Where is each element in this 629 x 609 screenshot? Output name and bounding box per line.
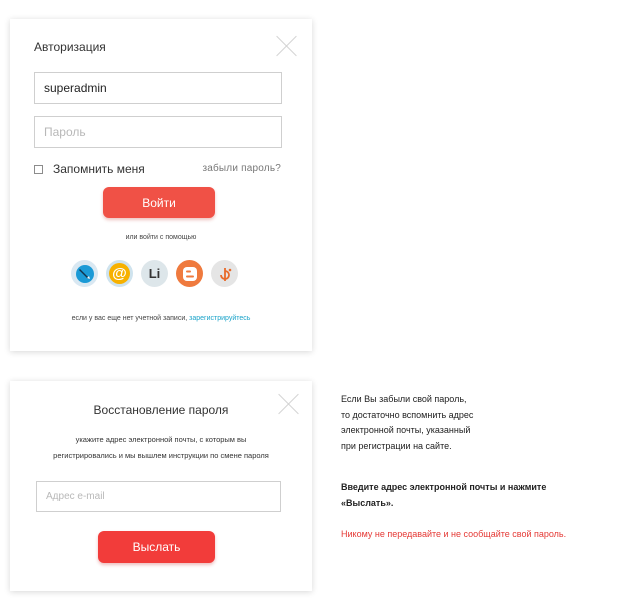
help-line: Введите адрес электронной почты и нажмите <box>341 482 547 492</box>
help-warning: Никому не передавайте и не сообщайте свой пароль. <box>341 529 567 539</box>
recovery-instruction-line-1: укажите адрес электронной почты, с которым вы <box>75 435 247 444</box>
social-login-buttons <box>71 260 238 287</box>
login-dialog <box>10 19 312 351</box>
liveinternet-icon[interactable] <box>141 260 168 287</box>
close-icon[interactable] <box>278 393 300 415</box>
remember-me-checkbox[interactable] <box>34 162 145 176</box>
recovery-title: Восстановление пароля <box>93 403 229 417</box>
help-line: то достаточно вспомнить адрес <box>341 409 474 420</box>
send-button[interactable]: Выслать <box>98 531 215 563</box>
login-title: Авторизация <box>34 40 106 54</box>
password-field[interactable] <box>34 116 282 148</box>
livejournal-icon[interactable] <box>71 260 98 287</box>
help-line: при регистрации на сайте. <box>341 440 452 451</box>
recovery-instruction-line-2: регистрировались и мы вышлем инструкции по смене пароля <box>53 451 269 460</box>
social-login-caption: или войти с помощью <box>125 234 197 241</box>
mailru-icon[interactable]: @ <box>106 260 133 287</box>
username-field[interactable] <box>34 72 282 104</box>
help-paragraph-instruction <box>341 480 546 511</box>
blogger-icon[interactable] <box>176 260 203 287</box>
remember-me-label: Запомнить меня <box>53 162 145 176</box>
liveinternet-label: Li <box>148 266 161 281</box>
close-icon[interactable] <box>276 35 298 57</box>
password-recovery-dialog <box>10 381 312 591</box>
help-paragraph-forgot <box>341 392 473 454</box>
forgot-password-link[interactable]: забыли пароль? <box>202 163 281 174</box>
odnoklassniki-icon[interactable] <box>211 260 238 287</box>
register-link[interactable]: зарегистрируйтесь <box>189 315 251 322</box>
help-line: электронной почты, указанный <box>341 425 471 435</box>
login-button[interactable]: Войти <box>103 187 215 218</box>
email-field[interactable] <box>36 481 281 512</box>
help-line: «Выслать». <box>341 497 394 508</box>
help-line: Если Вы забыли свой пароль, <box>341 394 467 404</box>
register-text: если у вас еще нет учетной записи, <box>71 315 188 322</box>
checkbox-icon[interactable] <box>34 165 43 174</box>
register-prompt <box>10 315 312 322</box>
